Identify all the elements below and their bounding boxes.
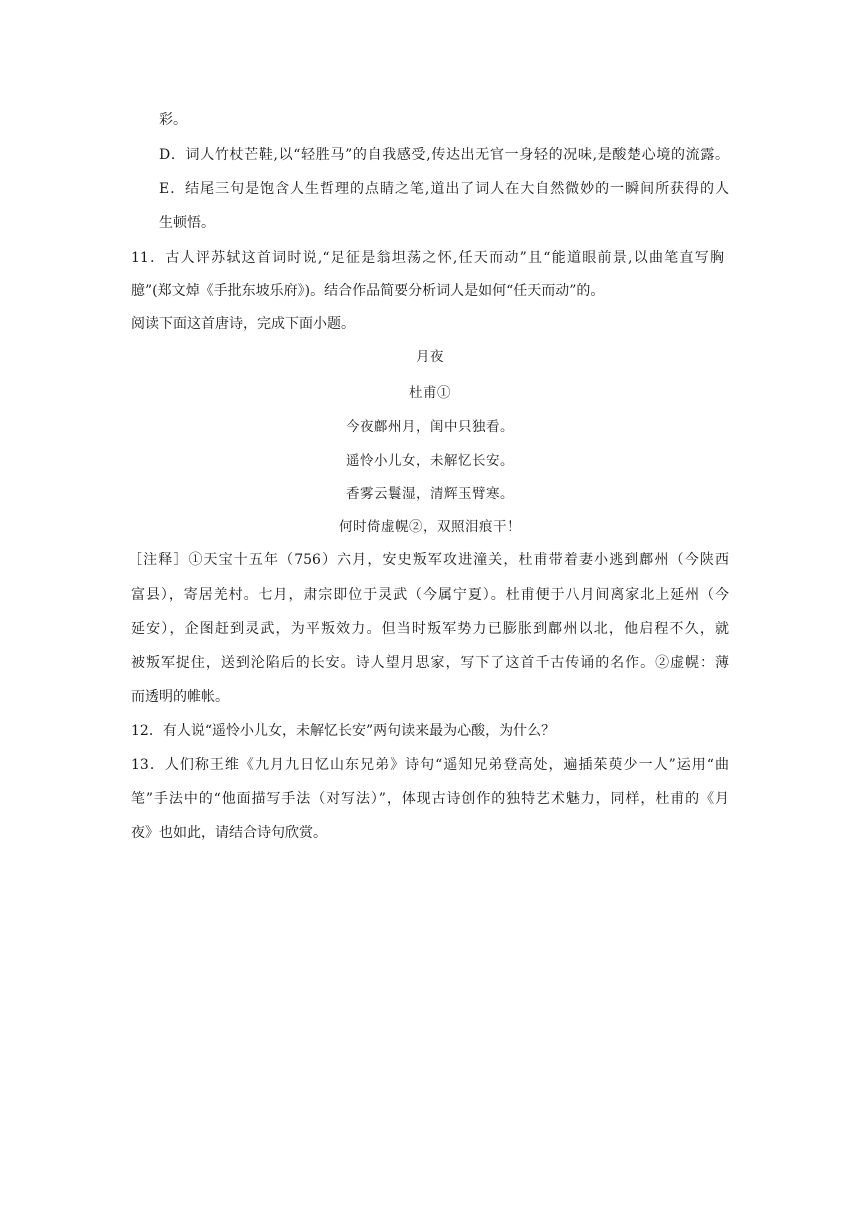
poem-line-2: 遥怜小儿女，未解忆长安。 (346, 453, 514, 469)
note-line-4: 被叛军捉住，送到沦陷后的长安。诗人望月思家，写下了这首千古传诵的名作。②虚幌：薄 (131, 655, 729, 671)
question-11-line-1: 11．古人评苏轼这首词时说,“足征是翁坦荡之怀,任天而动”且“能道眼前景,以曲笔直写胸 (131, 250, 724, 266)
question-12: 12．有人说“遥怜小儿女，未解忆长安”两句读来最为心酸，为什么？ (131, 723, 556, 739)
option-c-end: 彩。 (159, 112, 187, 128)
question-13-line-1: 13．人们称王维《九月九日忆山东兄弟》诗句“遥知兄弟登高处，遍插茱萸少一人”运用“曲 (131, 757, 729, 773)
poem-title: 月夜 (416, 349, 444, 365)
note-line-1: ［注释］①天宝十五年（756）六月，安史叛军攻进潼关，杜甫带着妻小逃到鄜州（今陕西 (128, 552, 729, 568)
question-11-line-2: 臆”(郑文焯《手批东坡乐府》)。结合作品简要分析词人是如何“任天而动”的。 (131, 283, 605, 299)
note-line-5: 而透明的帷帐。 (131, 689, 229, 705)
note-line-2: 富县），寄居羌村。七月，肃宗即位于灵武（今属宁夏）。杜甫便于八月间离家北上延州（今 (131, 587, 729, 603)
option-e-line-2: 生顿悟。 (159, 215, 215, 231)
question-13-line-3: 夜》也如此，请结合诗句欣赏。 (131, 825, 327, 841)
reading-intro: 阅读下面这首唐诗，完成下面小题。 (131, 316, 355, 332)
option-e-line-1: E．结尾三句是饱含人生哲理的点睛之笔,道出了词人在大自然微妙的一瞬间所获得的人 (159, 181, 729, 197)
question-13-line-2: 笔”手法中的“他面描写手法（对写法）”，体现古诗创作的独特艺术魅力，同样，杜甫的《月 (131, 791, 729, 807)
poem-line-1: 今夜鄜州月，闺中只独看。 (346, 419, 514, 435)
note-line-3: 延安），企图赶到灵武，为平叛效力。但当时叛军势力已膨胀到鄜州以北，他启程不久，就 (131, 621, 729, 637)
option-d: D．词人竹杖芒鞋,以“轻胜马”的自我感受,传达出无官一身轻的况味,是酸楚心境的流露。 (159, 147, 729, 163)
poem-line-3: 香雾云鬟湿，清辉玉臂寒。 (346, 486, 514, 502)
poem-line-4: 何时倚虚幌②，双照泪痕干！ (339, 519, 521, 535)
poem-author: 杜甫① (409, 385, 451, 401)
